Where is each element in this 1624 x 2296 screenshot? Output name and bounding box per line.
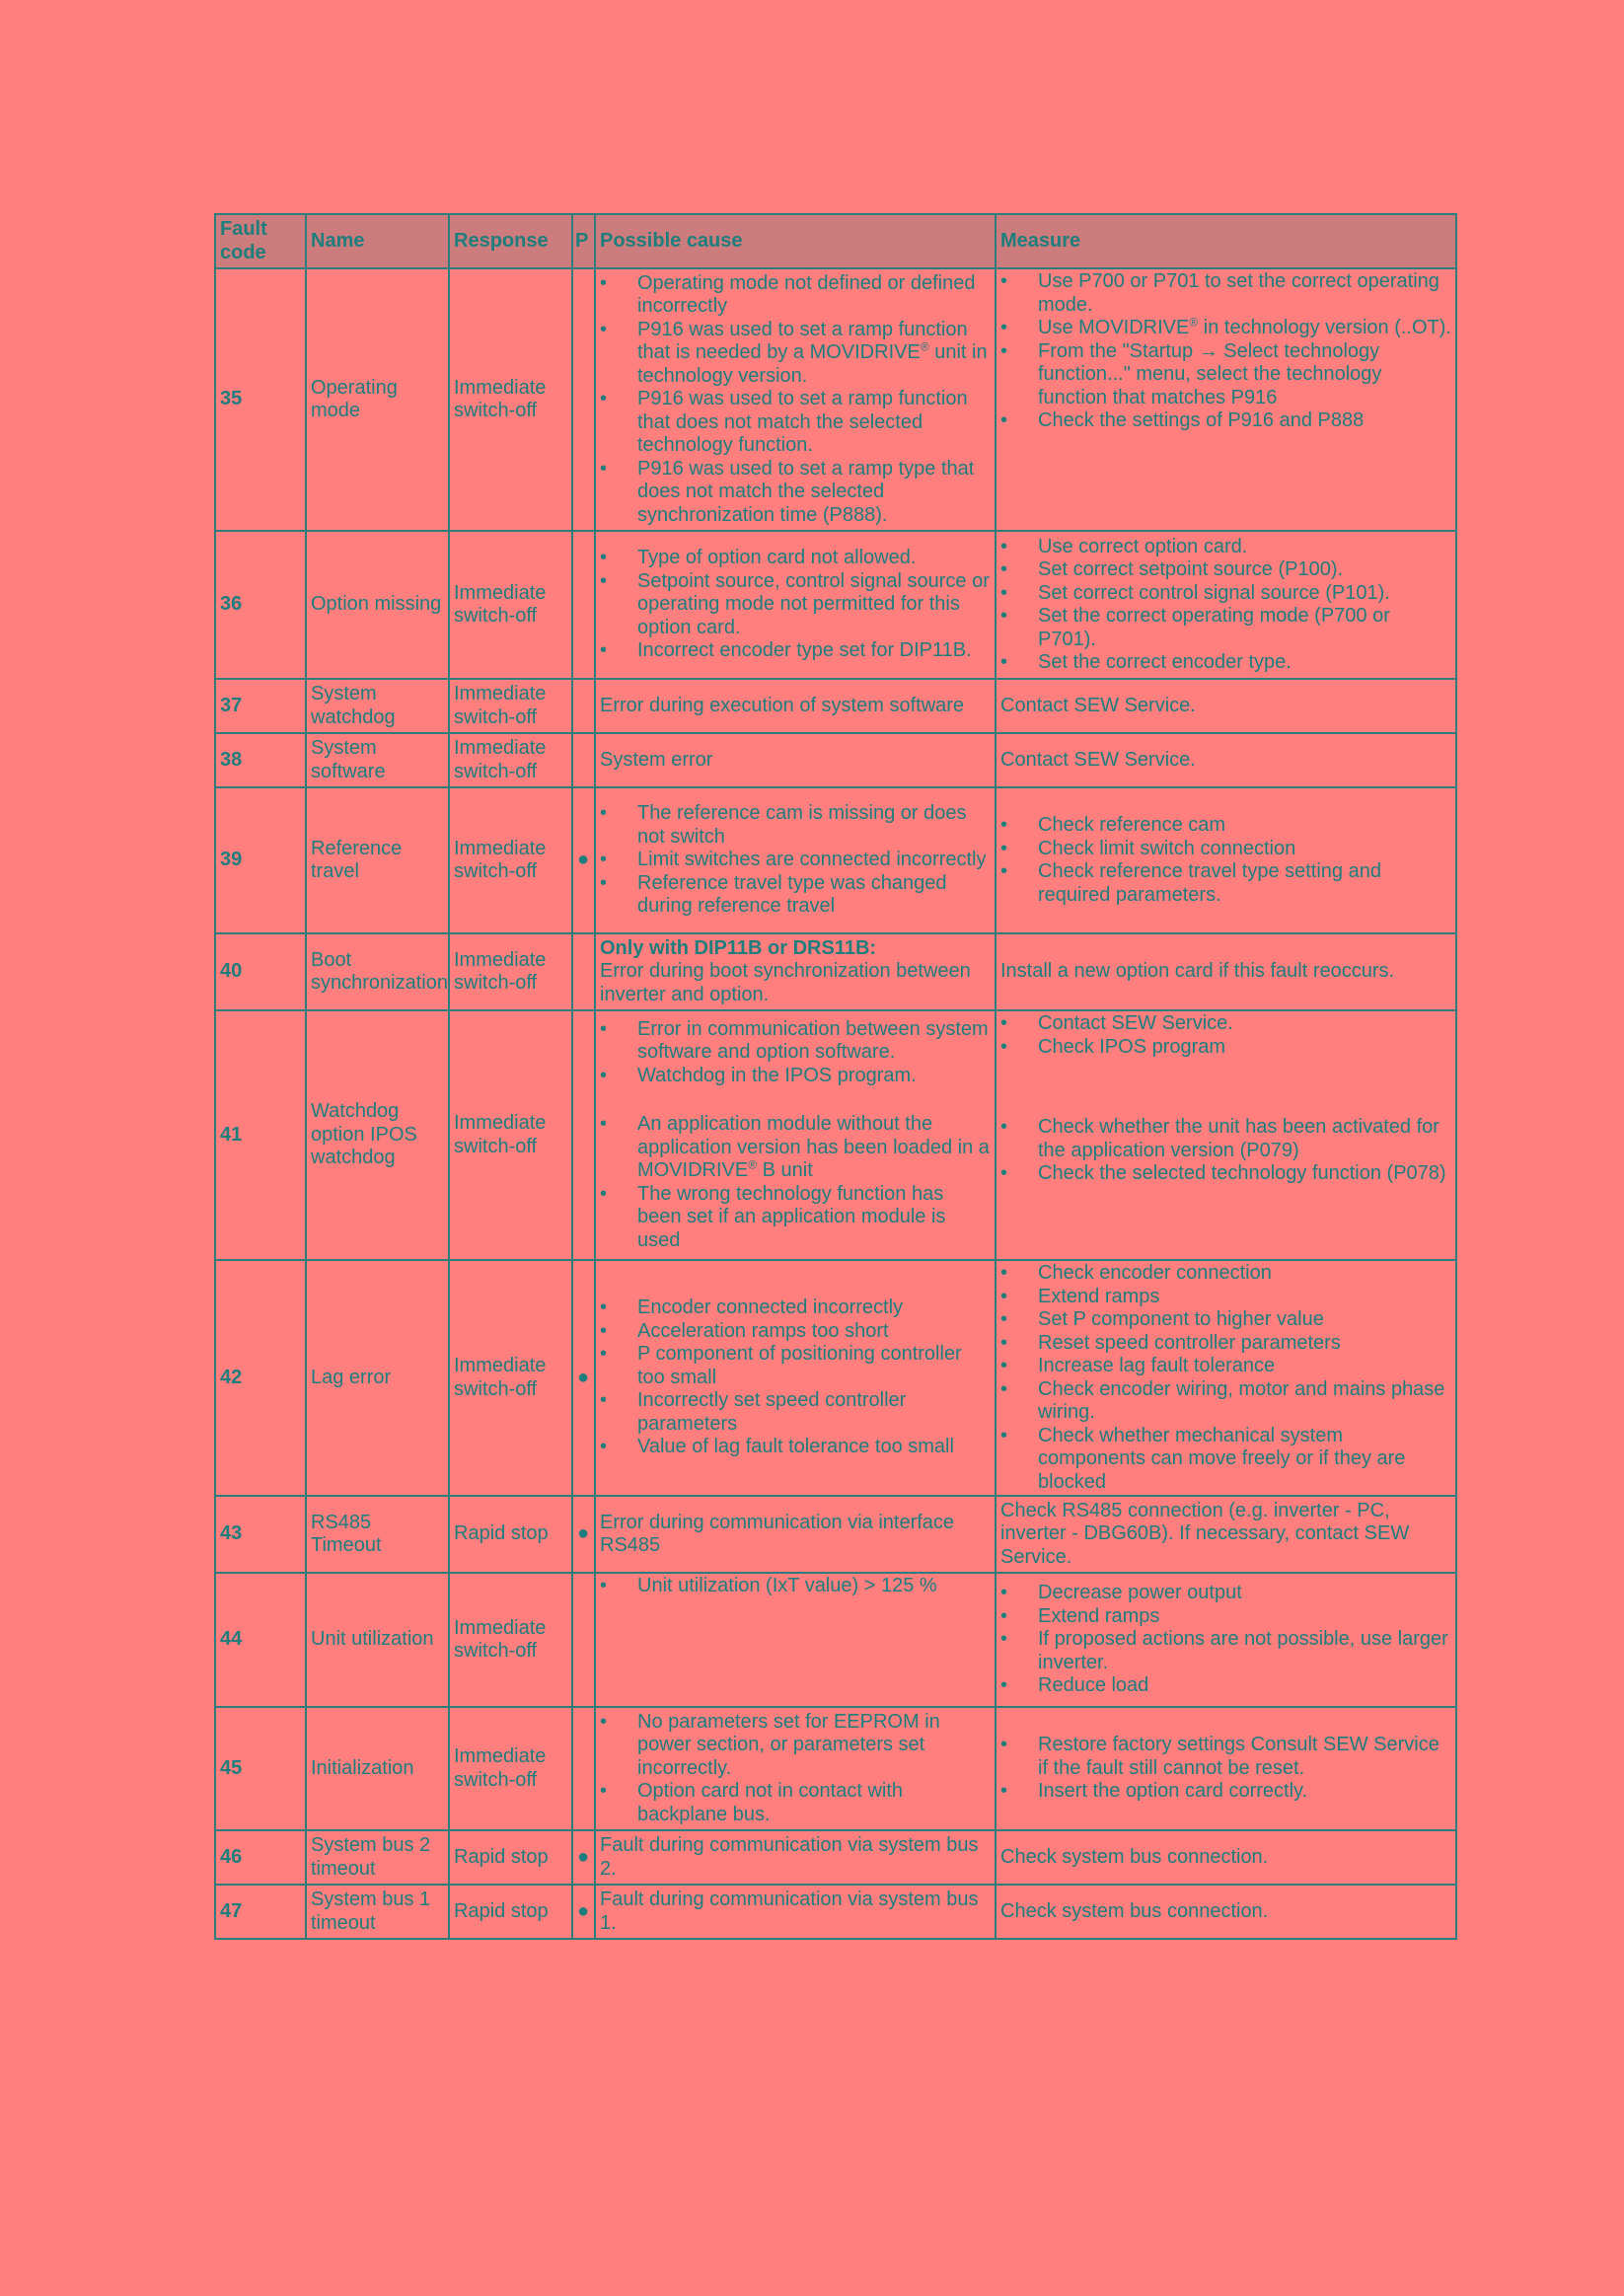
p-indicator (572, 733, 595, 787)
measure (996, 531, 1456, 679)
measure-item: • Check the settings of P916 and P888 (1000, 409, 1451, 433)
fault-response: Immediate switch-off (449, 679, 572, 733)
fault-name: Watchdog option IPOS watchdog (306, 1010, 449, 1260)
cause-item: • Error in communication between system software and option software. (600, 1018, 991, 1065)
measure-item: • If proposed actions are not possible, use larger inverter. (1000, 1628, 1451, 1674)
header-response: Response (449, 214, 572, 268)
possible-cause (595, 787, 996, 933)
measure-item: • Insert the option card correctly. (1000, 1780, 1451, 1804)
table-row (215, 787, 1456, 933)
fault-name: Lag error (306, 1260, 449, 1496)
measure-item: • Set the correct operating mode (P700 or P701). (1000, 605, 1451, 651)
cause-condition: Only with DIP11B or DRS11B: (600, 936, 877, 959)
table-row (215, 679, 1456, 733)
cause-item: • Operating mode not defined or defined incorrectly (600, 272, 991, 319)
table-row (215, 733, 1456, 787)
cause-list (600, 272, 991, 528)
measure (996, 1260, 1456, 1496)
measure-item: • Use MOVIDRIVE® in technology version (..OT). (1000, 317, 1451, 340)
fault-name: Option missing (306, 531, 449, 679)
table-row (215, 1573, 1456, 1707)
possible-cause: Fault during communication via system bus 2. (595, 1830, 996, 1885)
fault-code: 44 (215, 1573, 306, 1707)
fault-response: Immediate switch-off (449, 531, 572, 679)
fault-code: 41 (215, 1010, 306, 1260)
possible-cause (595, 268, 996, 531)
possible-cause (595, 1260, 996, 1496)
fault-name: System software (306, 733, 449, 787)
cause-item: • P916 was used to set a ramp type that does not match the selected synchronization time (P888). (600, 458, 991, 528)
measure: Install a new option card if this fault reoccurs. (996, 933, 1456, 1010)
measure (996, 1010, 1456, 1260)
table-header-row (215, 214, 1456, 268)
header-measure: Measure (996, 214, 1456, 268)
measure-item: • Set the correct encoder type. (1000, 651, 1451, 675)
cause-item: • Type of option card not allowed. (600, 547, 991, 570)
measure (996, 1707, 1456, 1830)
measure-item: • Set correct setpoint source (P100). (1000, 558, 1451, 582)
cause-item: • The reference cam is missing or does not switch (600, 802, 991, 849)
fault-response: Immediate switch-off (449, 733, 572, 787)
fault-code: 43 (215, 1496, 306, 1573)
measure-item: • Increase lag fault tolerance (1000, 1355, 1451, 1378)
fault-code: 42 (215, 1260, 306, 1496)
header-name: Name (306, 214, 449, 268)
fault-response: Rapid stop (449, 1496, 572, 1573)
measure-item: • Set P component to higher value (1000, 1308, 1451, 1332)
measure-item: • Check reference cam (1000, 814, 1451, 838)
p-indicator (572, 1707, 595, 1830)
measure-list (1000, 1012, 1451, 1186)
fault-response: Immediate switch-off (449, 787, 572, 933)
measure-list (1000, 1582, 1451, 1698)
cause-item: • No parameters set for EEPROM in power section, or parameters set incorrectly. (600, 1711, 991, 1781)
cause-item: • Watchdog in the IPOS program. (600, 1065, 991, 1088)
p-indicator: ● (572, 1885, 595, 1939)
possible-cause (595, 1010, 996, 1260)
measure-item: • Set correct control signal source (P101). (1000, 582, 1451, 606)
cause-list (600, 1575, 991, 1598)
cause-item: • Incorrectly set speed controller parameters (600, 1389, 991, 1436)
fault-name: System bus 1 timeout (306, 1885, 449, 1939)
measure-item: • Check encoder wiring, motor and mains phase wiring. (1000, 1378, 1451, 1425)
header-p: P (572, 214, 595, 268)
cause-item: • An application module without the application version has been loaded in a MOVIDRIVE® B unit (600, 1113, 991, 1183)
fault-response: Immediate switch-off (449, 1707, 572, 1830)
possible-cause: Error during execution of system software (595, 679, 996, 733)
p-indicator (572, 679, 595, 733)
p-indicator (572, 1573, 595, 1707)
possible-cause: System error (595, 733, 996, 787)
measure-list (1000, 270, 1451, 433)
measure-list (1000, 1734, 1451, 1804)
p-indicator (572, 933, 595, 1010)
cause-item: • Incorrect encoder type set for DIP11B. (600, 639, 991, 663)
table-row (215, 1496, 1456, 1573)
measure: Check system bus connection. (996, 1830, 1456, 1885)
measure: Check system bus connection. (996, 1885, 1456, 1939)
fault-name: RS485 Timeout (306, 1496, 449, 1573)
measure-item: • Reset speed controller parameters (1000, 1332, 1451, 1356)
cause-item: • Value of lag fault tolerance too small (600, 1436, 991, 1459)
possible-cause (595, 933, 996, 1010)
measure-list (1000, 536, 1451, 675)
measure (996, 268, 1456, 531)
cause-item: • Reference travel type was changed during reference travel (600, 872, 991, 919)
fault-code: 40 (215, 933, 306, 1010)
cause-item: • Acceleration ramps too short (600, 1320, 991, 1344)
measure-list (1000, 1262, 1451, 1494)
cause-list (600, 1711, 991, 1827)
fault-response: Immediate switch-off (449, 1573, 572, 1707)
fault-code: 38 (215, 733, 306, 787)
measure-item: • From the "Startup → Select technology function..." menu, select the technology function that matches P916 (1000, 340, 1451, 410)
fault-response: Immediate switch-off (449, 268, 572, 531)
table-row (215, 1707, 1456, 1830)
measure-item: • Check whether mechanical system components can move freely or if they are blocked (1000, 1425, 1451, 1495)
table-row (215, 933, 1456, 1010)
cause-item: • P916 was used to set a ramp function that is needed by a MOVIDRIVE® unit in technology version. (600, 319, 991, 389)
cause-item: • Unit utilization (IxT value) > 125 % (600, 1575, 991, 1598)
fault-name: Operating mode (306, 268, 449, 531)
p-indicator: ● (572, 1260, 595, 1496)
fault-code-table (214, 213, 1457, 1940)
fault-code: 46 (215, 1830, 306, 1885)
p-indicator (572, 268, 595, 531)
measure-item: • Extend ramps (1000, 1286, 1451, 1309)
measure-item: • Check limit switch connection (1000, 838, 1451, 861)
p-indicator: ● (572, 1830, 595, 1885)
p-indicator: ● (572, 787, 595, 933)
fault-name: Initialization (306, 1707, 449, 1830)
cause-text: Error during boot synchronization between inverter and option. (600, 960, 971, 1005)
fault-response: Immediate switch-off (449, 933, 572, 1010)
cause-item: • P916 was used to set a ramp function that does not match the selected technology function. (600, 388, 991, 458)
measure-item: • Use correct option card. (1000, 536, 1451, 559)
fault-code: 36 (215, 531, 306, 679)
table-row (215, 1885, 1456, 1939)
cause-item: • Encoder connected incorrectly (600, 1296, 991, 1320)
cause-item: • Option card not in contact with backplane bus. (600, 1780, 991, 1826)
cause-item: • P component of positioning controller too small (600, 1343, 991, 1389)
fault-name: Unit utilization (306, 1573, 449, 1707)
possible-cause (595, 1707, 996, 1830)
measure-item: • Check reference travel type setting and required parameters. (1000, 860, 1451, 907)
measure-item: • Contact SEW Service. (1000, 1012, 1451, 1036)
table-row (215, 531, 1456, 679)
header-fault-code: Fault code (215, 214, 306, 268)
fault-code: 47 (215, 1885, 306, 1939)
possible-cause: Fault during communication via system bus 1. (595, 1885, 996, 1939)
measure-item: • Restore factory settings Consult SEW Service if the fault still cannot be reset. (1000, 1734, 1451, 1780)
fault-name: System watchdog (306, 679, 449, 733)
possible-cause (595, 531, 996, 679)
measure-item: • Use P700 or P701 to set the correct operating mode. (1000, 270, 1451, 317)
fault-response: Immediate switch-off (449, 1260, 572, 1496)
fault-code: 37 (215, 679, 306, 733)
fault-name: System bus 2 timeout (306, 1830, 449, 1885)
p-indicator (572, 531, 595, 679)
measure: Check RS485 connection (e.g. inverter - PC, inverter - DBG60B). If necessary, contact SEW Service. (996, 1496, 1456, 1573)
p-indicator: ● (572, 1496, 595, 1573)
measure-item: • Check the selected technology function (P078) (1000, 1162, 1451, 1186)
table-row (215, 1830, 1456, 1885)
measure-list (1000, 814, 1451, 907)
cause-item: • Setpoint source, control signal source or operating mode not permitted for this option card. (600, 570, 991, 640)
possible-cause (595, 1573, 996, 1707)
header-possible-cause: Possible cause (595, 214, 996, 268)
fault-code: 35 (215, 268, 306, 531)
fault-code: 45 (215, 1707, 306, 1830)
measure: Contact SEW Service. (996, 733, 1456, 787)
fault-name: Boot synchronization (306, 933, 449, 1010)
fault-code: 39 (215, 787, 306, 933)
measure (996, 1573, 1456, 1707)
fault-response: Rapid stop (449, 1885, 572, 1939)
measure-item: • Reduce load (1000, 1674, 1451, 1698)
possible-cause: Error during communication via interface RS485 (595, 1496, 996, 1573)
fault-response: Rapid stop (449, 1830, 572, 1885)
cause-list (600, 1296, 991, 1459)
measure-item: • Check encoder connection (1000, 1262, 1451, 1286)
cause-list (600, 802, 991, 919)
table-row (215, 1010, 1456, 1260)
measure-item: • Extend ramps (1000, 1605, 1451, 1629)
table-row (215, 1260, 1456, 1496)
measure-item: • Check whether the unit has been activated for the application version (P079) (1000, 1116, 1451, 1162)
measure-item: • Check IPOS program (1000, 1036, 1451, 1060)
measure-item: • Decrease power output (1000, 1582, 1451, 1605)
cause-list (600, 1018, 991, 1253)
cause-list (600, 547, 991, 663)
fault-response: Immediate switch-off (449, 1010, 572, 1260)
table-row (215, 268, 1456, 531)
measure: Contact SEW Service. (996, 679, 1456, 733)
fault-name: Reference travel (306, 787, 449, 933)
measure (996, 787, 1456, 933)
cause-item: • Limit switches are connected incorrectly (600, 849, 991, 872)
p-indicator (572, 1010, 595, 1260)
cause-item: • The wrong technology function has been set if an application module is used (600, 1183, 991, 1253)
